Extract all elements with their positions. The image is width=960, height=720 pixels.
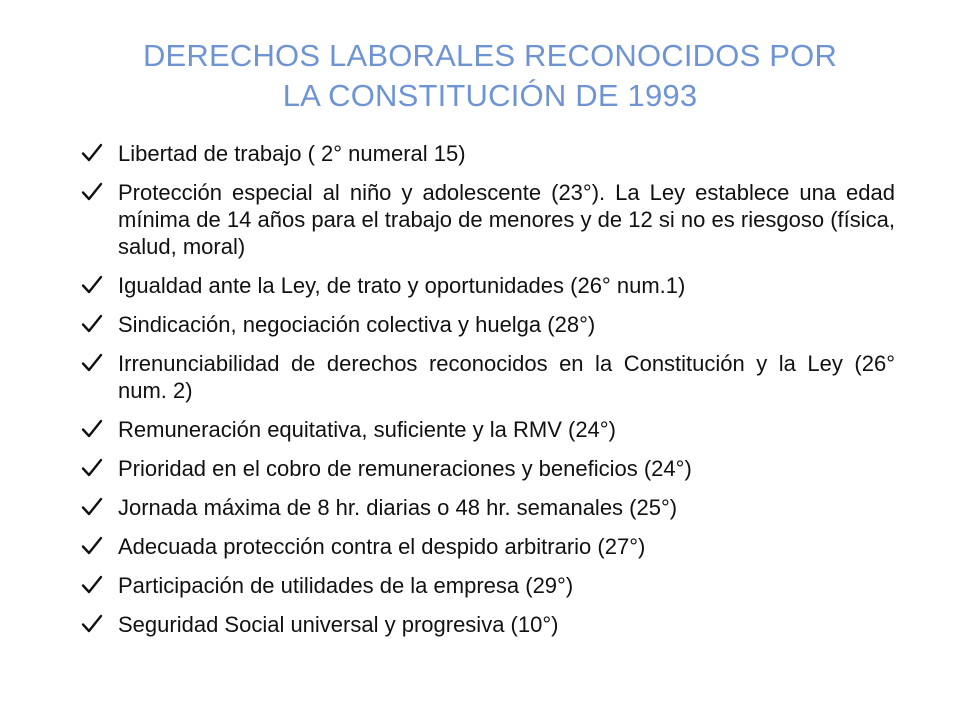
slide-title-line-2: LA CONSTITUCIÓN DE 1993 [282, 78, 698, 113]
checkmark-icon [80, 273, 104, 297]
list-item [80, 350, 895, 404]
list-item [80, 455, 895, 482]
checkmark-icon [80, 534, 104, 558]
slide-title [80, 36, 900, 116]
list-item-text: Participación de utilidades de la empresa (29°) [118, 573, 574, 598]
checkmark-icon [80, 180, 104, 204]
list-item [80, 533, 895, 560]
list-item-text: Irrenunciabilidad de derechos reconocidos en la Constitución y la Ley (26° num. 2) [118, 351, 895, 403]
list-item [80, 494, 895, 521]
list-item-text: Libertad de trabajo ( 2° numeral 15) [118, 141, 466, 166]
checkmark-icon [80, 312, 104, 336]
list-item [80, 611, 895, 638]
list-item-text: Igualdad ante la Ley, de trato y oportunidades (26° num.1) [118, 273, 686, 298]
list-item [80, 179, 895, 260]
slide-title-line-1: DERECHOS LABORALES RECONOCIDOS POR [142, 38, 838, 73]
checkmark-icon [80, 495, 104, 519]
list-item-text: Prioridad en el cobro de remuneraciones y beneficios (24°) [118, 456, 692, 481]
checkmark-icon [80, 417, 104, 441]
list-item-text: Jornada máxima de 8 hr. diarias o 48 hr. semanales (25°) [118, 495, 678, 520]
list-item [80, 272, 895, 299]
list-item-text: Adecuada protección contra el despido arbitrario (27°) [118, 534, 646, 559]
list-item-text: Protección especial al niño y adolescente (23°). La Ley establece una edad mínima de 14 años para el trabajo de menores y de 12 si no es riesgoso (física, salud, moral) [118, 180, 895, 259]
checkmark-icon [80, 573, 104, 597]
checkmark-icon [80, 141, 104, 165]
list-item [80, 572, 895, 599]
checkmark-icon [80, 351, 104, 375]
list-item-text: Remuneración equitativa, suficiente y la RMV (24°) [118, 417, 616, 442]
list-item [80, 140, 895, 167]
list-item [80, 311, 895, 338]
list-item-text: Seguridad Social universal y progresiva (10°) [118, 612, 559, 637]
list-item-text: Sindicación, negociación colectiva y huelga (28°) [118, 312, 596, 337]
list-item [80, 416, 895, 443]
checkmark-icon [80, 612, 104, 636]
rights-list [80, 140, 895, 650]
checkmark-icon [80, 456, 104, 480]
